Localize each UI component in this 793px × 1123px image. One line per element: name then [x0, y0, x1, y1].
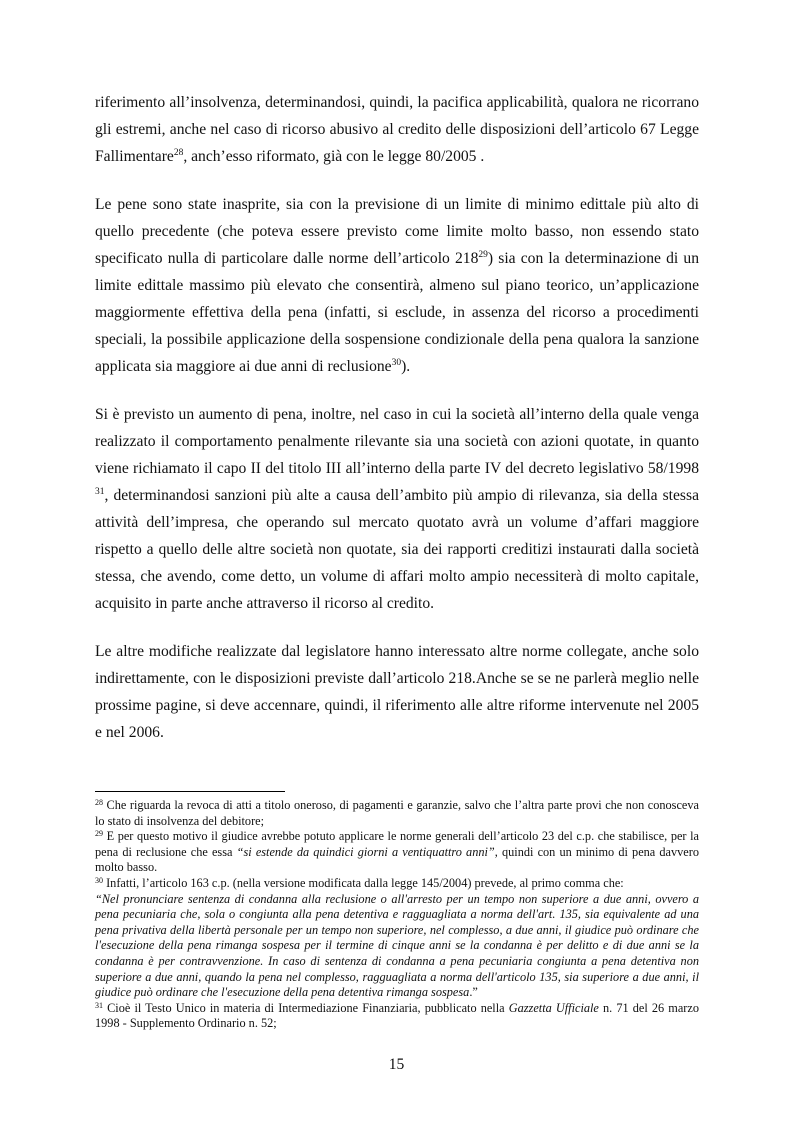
footnote-text: Infatti, l’articolo 163 c.p. (nella versione modificata dalla legge 145/2004) prevede, al primo comma che:	[103, 875, 624, 890]
paragraph-text: Si è previsto un aumento di pena, inoltre, nel caso in cui la società all’interno della quale venga realizzato il comportamento penalmente rilevante sia una società con azioni quotate, in quanto viene richiamato il capo II del titolo III all’interno della parte IV del decreto legislativo 58/1998	[95, 406, 699, 477]
paragraph-4: Le altre modifiche realizzate dal legislatore hanno interessato altre norme collegate, anche solo indirettamente, con le disposizioni previste dall’articolo 218.Anche se se ne parlerà meglio nelle prossime pagine, si deve accennare, quindi, il riferimento alle altre riforme intervenute nel 2005 e nel 2006.	[95, 643, 699, 741]
paragraph-text: ).	[401, 358, 411, 375]
footnote-ref-28[interactable]: 28	[173, 148, 184, 158]
footnote-text: , quindi con un minimo di pena davvero molto basso.	[95, 844, 700, 875]
footnote-text: Che riguarda la revoca di atti a titolo oneroso, di pagamenti e garanzie, salvo che l’altra parte provi che non conosceva lo stato di insolvenza del debitore;	[95, 798, 699, 828]
footnote-ref-31[interactable]: 31	[95, 487, 105, 497]
footnote-text: .”	[469, 985, 478, 1000]
footnote-29	[95, 829, 699, 876]
paragraph-text: , determinandosi sanzioni più alte a causa dell’ambito più ampio di rilevanza, sia della stessa attività dell’impresa, che operando sul mercato quotato avrà un volume d’affari maggiore rispetto a quello delle altre società non quotate, sia dei rapporti creditizi instaurati dalla società stessa, che avendo, come detto, un volume di affari molto ampio necessiterà di molto capitale, acquisito in parte anche attraverso il ricorso al credito.	[95, 487, 699, 612]
footnote-text: Cioè il Testo Unico in materia di Intermediazione Finanziaria, pubblicato nella	[103, 1000, 509, 1015]
journal-title: Gazzetta Ufficiale	[508, 1000, 599, 1015]
paragraph-text: , anch’esso riformato, già con le legge 80/2005 .	[183, 148, 485, 165]
footnote-quote: “si estende da quindici giorni a ventiquattro anni”	[236, 844, 495, 859]
page-number: 15	[388, 1056, 405, 1073]
footnote-ref-29[interactable]: 29	[478, 250, 488, 260]
footnote-number: 28	[95, 798, 103, 807]
footnote-30	[95, 876, 699, 1001]
footnotes	[95, 798, 699, 1032]
paragraph-1	[95, 89, 699, 170]
footnote-ref-30[interactable]: 30	[391, 358, 402, 368]
footnote-quote: “Nel pronunciare sentenza di condanna alla reclusione o all'arresto per un tempo non superiore a due anni, ovvero a pena pecuniaria che, sola o congiunta alla pena detentiva e ragguagliata a norma dell'art. 135, sia equivalente ad una pena privativa della libertà personale per un tempo non superiore, nel complesso, a due anni, il giudice può ordinare che l'esecuzione della pena rimanga sospesa per il termine di cinque anni se la condanna è per delitto e di due anni se la condanna è per contravvenzione. In caso di sentenza di condanna a pena pecuniaria congiunta a pena detentiva non superiore a due anni, quando la pena nel complesso, ragguagliata a norma dell'articolo 135, sia superiore a due anni, il giudice può ordinare che l'esecuzione della pena detentiva rimanga sospesa	[95, 891, 699, 1000]
paragraph-3	[95, 401, 699, 617]
footnote-text: n. 71 del 26 marzo 1998 - Supplemento Ordinario n. 52;	[95, 1000, 700, 1031]
paragraph-2	[95, 191, 699, 380]
footnote-number: 31	[95, 1000, 103, 1010]
footnote-number: 29	[95, 829, 103, 839]
footnote-text: E per questo motivo il giudice avrebbe potuto applicare le norme generali dell’articolo 23 del c.p. che stabilisce, per la pena di reclusione che essa	[95, 829, 699, 859]
paragraph-text: riferimento all’insolvenza, determinandosi, quindi, la pacifica applicabilità, qualora ne ricorrano gli estremi, anche nel caso di ricorso abusivo al credito delle disposizioni dell’articolo 67 Legge Fallimentare	[95, 94, 699, 165]
footnote-28	[95, 798, 699, 829]
main-text	[95, 89, 699, 767]
footnote-number: 30	[95, 875, 103, 885]
paragraph-text: Le pene sono state inasprite, sia con la previsione di un limite di minimo edittale più alto di quello precedente (che poteva essere previsto come limite molto basso, non essendo stato specificato nulla di particolare dalle norme dell’articolo 218	[95, 196, 699, 267]
paragraph-text: ) sia con la determinazione di un limite edittale massimo più elevato che consentirà, almeno sul piano teorico, un’applicazione maggiormente effettiva della pena (infatti, si esclude, in assenza del ricorso a procedimenti speciali, la possibile applicazione della sospensione condizionale della pena qualora la sanzione applicata sia maggiore ai due anni di reclusione	[95, 250, 699, 375]
footnote-separator	[95, 791, 285, 792]
footnote-31	[95, 1001, 699, 1032]
